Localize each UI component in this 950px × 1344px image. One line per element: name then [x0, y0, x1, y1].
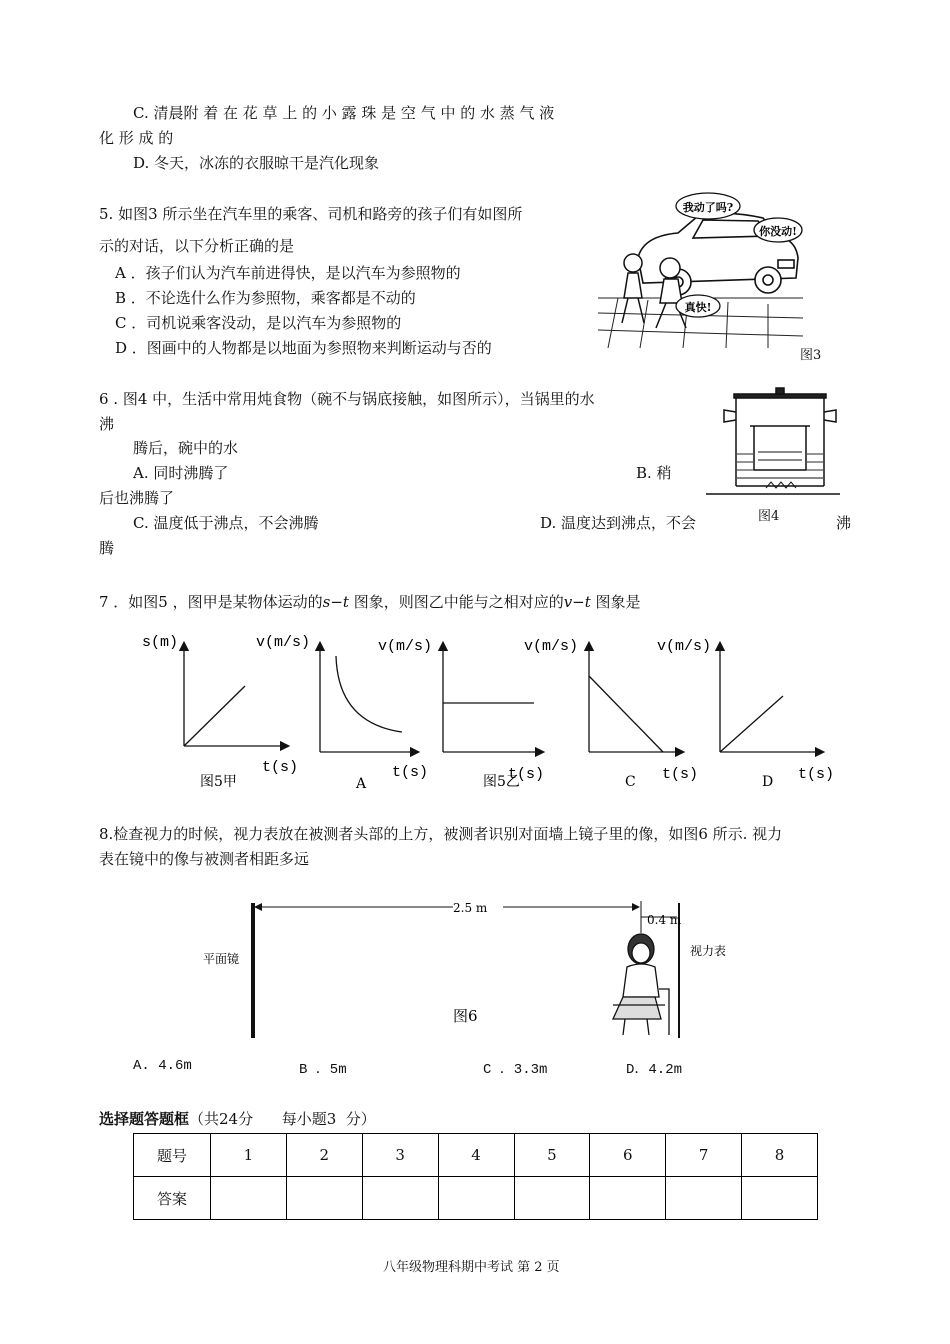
question-number-cell: 1	[211, 1134, 287, 1177]
answer-cell[interactable]	[286, 1177, 362, 1220]
q7-stem	[99, 591, 641, 612]
question-number-cell: 4	[438, 1134, 514, 1177]
dist-2-5m: 2.5 m	[453, 901, 488, 915]
q7-stem-post: 图象是	[590, 593, 641, 611]
row-label-answer: 答案	[134, 1177, 211, 1220]
answer-cell[interactable]	[742, 1177, 818, 1220]
q8-option-c: C ．3.3m	[483, 1062, 548, 1078]
answer-table-answer-row	[134, 1177, 818, 1220]
q6-option-d-cont: 腾	[99, 539, 115, 557]
graph1-caption: 图5甲	[200, 774, 237, 790]
row-label-number: 题号	[134, 1134, 211, 1177]
graphB-xlabel: t(s)	[508, 766, 545, 783]
q7-vt-label: v−t	[563, 593, 591, 611]
q6-stem-line1: 6 . 图4 中，生活中常用炖食物（碗不与锅底接触，如图所示），当锅里的水	[99, 390, 595, 408]
figure-3-car-illustration	[598, 188, 803, 350]
graphB-ylabel: v(m/s)	[378, 638, 433, 655]
q5-stem-line2: 示的对话，以下分析正确的是	[99, 237, 295, 255]
answer-box-heading	[99, 1108, 376, 1129]
q8-stem-line2: 表在镜中的像与被测者相距多远	[99, 850, 310, 868]
figure-4-pot-diagram	[706, 382, 840, 500]
q4-option-c-line2: 化 形 成 的	[99, 129, 174, 147]
graph1-xlabel: t(s)	[262, 759, 299, 776]
graphC-xlabel: t(s)	[662, 766, 699, 783]
q7-stem-pre: 7 ．如图5 ，图甲是某物体运动的	[99, 593, 323, 611]
q4-option-c-line1: C. 清晨附 着 在 花 草 上 的 小 露 珠 是 空 气 中 的 水 蒸 气 液	[133, 104, 555, 122]
q8-stem-line1: 8.检查视力的时候，视力表放在被测者头部的上方，被测者识别对面墙上镜子里的像，如图6 所示. 视力	[99, 825, 783, 843]
answer-cell[interactable]	[362, 1177, 438, 1220]
q7-st-label: s−t	[322, 593, 349, 611]
q6-stem-line2: 腾后，碗中的水	[133, 439, 239, 457]
mirror-label: 平面镜	[203, 952, 240, 966]
q5-option-d: D ．图画中的人物都是以地面为参照物来判断运动与否的	[115, 339, 492, 357]
graph1-ylabel: s(m)	[142, 634, 179, 651]
graphA-caption: A	[356, 776, 367, 792]
answer-cell[interactable]	[438, 1177, 514, 1220]
question-number-cell: 5	[514, 1134, 590, 1177]
graphD-xlabel: t(s)	[798, 766, 835, 783]
bubble-passenger: 我动了吗?	[682, 201, 734, 214]
graphA-xlabel: t(s)	[392, 764, 429, 781]
graphD-ylabel: v(m/s)	[657, 638, 712, 655]
q8-option-a: A. 4.6m	[133, 1058, 192, 1074]
q6-stem-line1b: 沸	[99, 415, 115, 433]
q6-option-d-end: 沸	[836, 514, 852, 532]
question-number-cell: 2	[286, 1134, 362, 1177]
q5-option-c: C ．司机说乘客没动，是以汽车为参照物的	[115, 314, 402, 332]
eye-chart-label: 视力表	[690, 944, 727, 958]
graphC-ylabel: v(m/s)	[524, 638, 579, 655]
answer-cell[interactable]	[514, 1177, 590, 1220]
q6-option-c: C. 温度低于沸点，不会沸腾	[133, 514, 319, 532]
q7-stem-mid: 图象，则图乙中能与之相对应的	[348, 593, 564, 611]
question-number-cell: 8	[742, 1134, 818, 1177]
figure-4-caption: 图4	[758, 509, 780, 524]
q6-option-b: B. 稍	[636, 464, 672, 482]
graphA-ylabel: v(m/s)	[256, 634, 311, 651]
q5-stem-line1: 5. 如图3 所示坐在汽车里的乘客、司机和路旁的孩子们有如图所	[99, 205, 523, 223]
figure-3-caption: 图3	[800, 348, 822, 363]
q6-option-b-cont: 后也沸腾了	[99, 489, 175, 507]
q5-option-a: A ．孩子们认为汽车前进得快，是以汽车为参照物的	[115, 264, 461, 282]
figure-6-caption: 图6	[453, 1007, 478, 1025]
answer-cell[interactable]	[666, 1177, 742, 1220]
q4-option-d: D. 冬天，冰冻的衣服晾干是汽化现象	[133, 154, 380, 172]
dist-0-4m: 0.4 m	[647, 913, 682, 927]
question-number-cell: 3	[362, 1134, 438, 1177]
bubble-kids: 真快!	[684, 301, 712, 314]
answer-box-title: 选择题答题框	[99, 1110, 190, 1128]
answer-table	[133, 1133, 818, 1220]
figure-6-eye-test-diagram	[195, 893, 755, 1043]
graphB-caption: 图5乙	[483, 774, 520, 790]
graphD-caption: D	[762, 774, 774, 790]
answer-cell[interactable]	[590, 1177, 666, 1220]
question-number-cell: 6	[590, 1134, 666, 1177]
page-footer: 八年级物理科期中考试 第 2 页	[383, 1260, 560, 1275]
q6-option-d: D. 温度达到沸点，不会	[540, 514, 697, 532]
answer-table-number-row	[134, 1134, 818, 1177]
question-number-cell: 7	[666, 1134, 742, 1177]
q6-option-a: A. 同时沸腾了	[133, 464, 229, 482]
figure-5-graphs	[130, 628, 850, 798]
q8-option-d: D．4.2m	[626, 1062, 683, 1078]
answer-box-note: （共24分 每小题3 分）	[189, 1110, 376, 1128]
bubble-driver: 你没动!	[759, 225, 797, 238]
answer-cell[interactable]	[211, 1177, 287, 1220]
q8-option-b: B ．5m	[299, 1062, 347, 1078]
graphC-caption: C	[625, 774, 636, 790]
q5-option-b: B ．不论选什么作为参照物，乘客都是不动的	[115, 289, 416, 307]
